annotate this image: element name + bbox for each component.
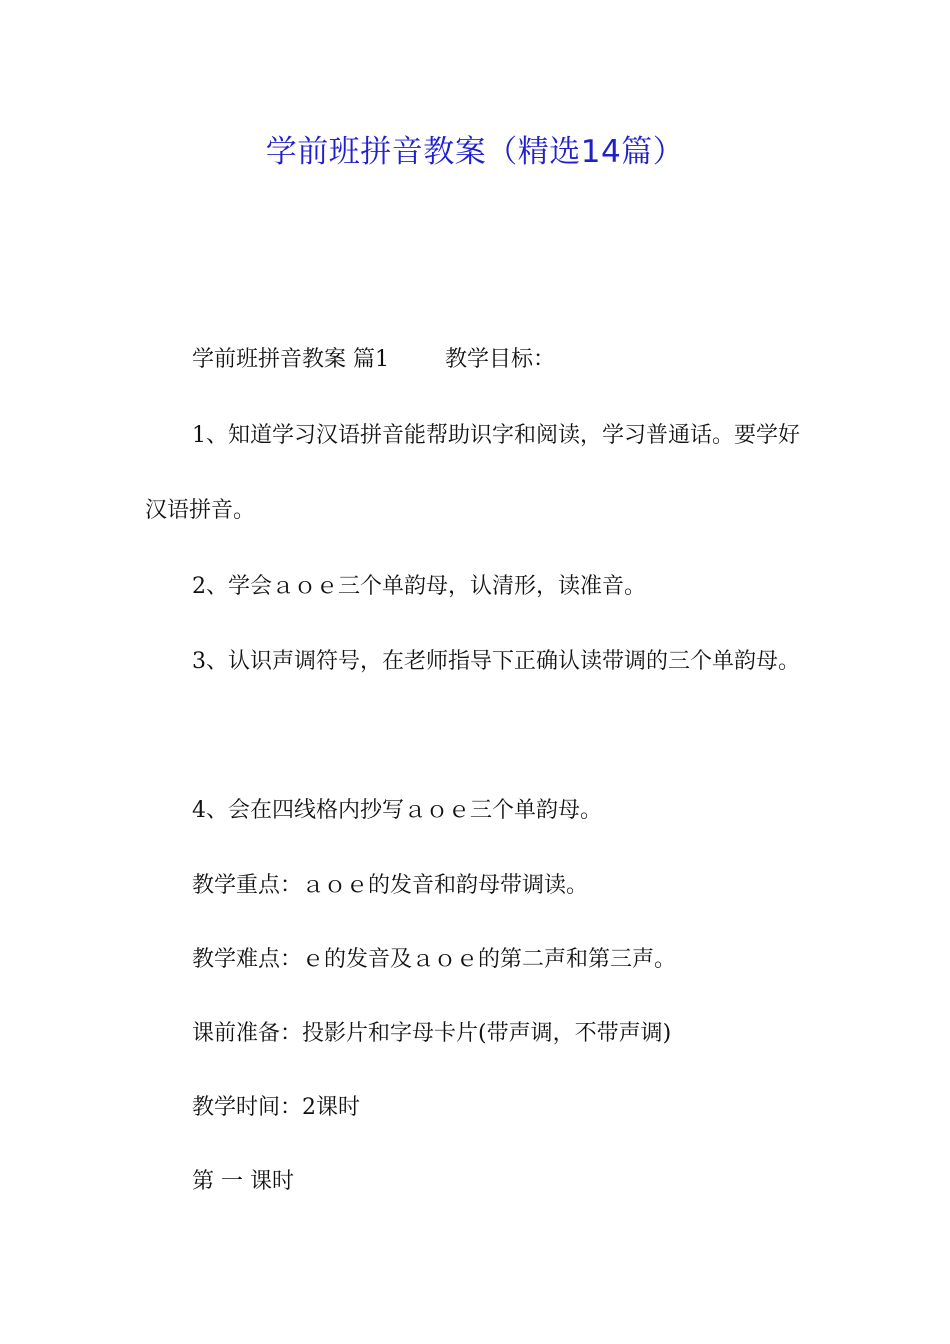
document-title: 学前班拼音教案（精选14篇）: [265, 134, 685, 170]
paragraph-time: 教学时间：2课时: [192, 1095, 360, 1120]
paragraph-goal-4: 4、会在四线格内抄写ａｏｅ三个单韵母。: [192, 798, 602, 823]
paragraph-lesson-one: 第 一 课时: [192, 1169, 294, 1194]
section-label: 学前班拼音教案 篇1: [192, 347, 389, 372]
paragraph-difficulty: 教学难点：ｅ的发音及ａｏｅ的第二声和第三声。: [192, 947, 677, 972]
section-heading: [145, 322, 810, 397]
paragraph-preparation: 课前准备：投影片和字母卡片(带声调，不带声调): [192, 1021, 672, 1046]
paragraph-goal-1: 1、知道学习汉语拼音能帮助识字和阅读，学习普通话。要学好汉语拼音。: [145, 423, 800, 523]
paragraph-key-point: 教学重点：ａｏｅ的发音和韵母带调读。: [192, 873, 589, 898]
section-goal-label: 教学目标：: [445, 347, 556, 372]
paragraph-goal-3: 3、认识声调符号，在老师指导下正确认读带调的三个单韵母。: [192, 649, 800, 674]
paragraph-goal-2: 2、学会ａｏｅ三个单韵母，认清形，读准音。: [192, 574, 646, 599]
